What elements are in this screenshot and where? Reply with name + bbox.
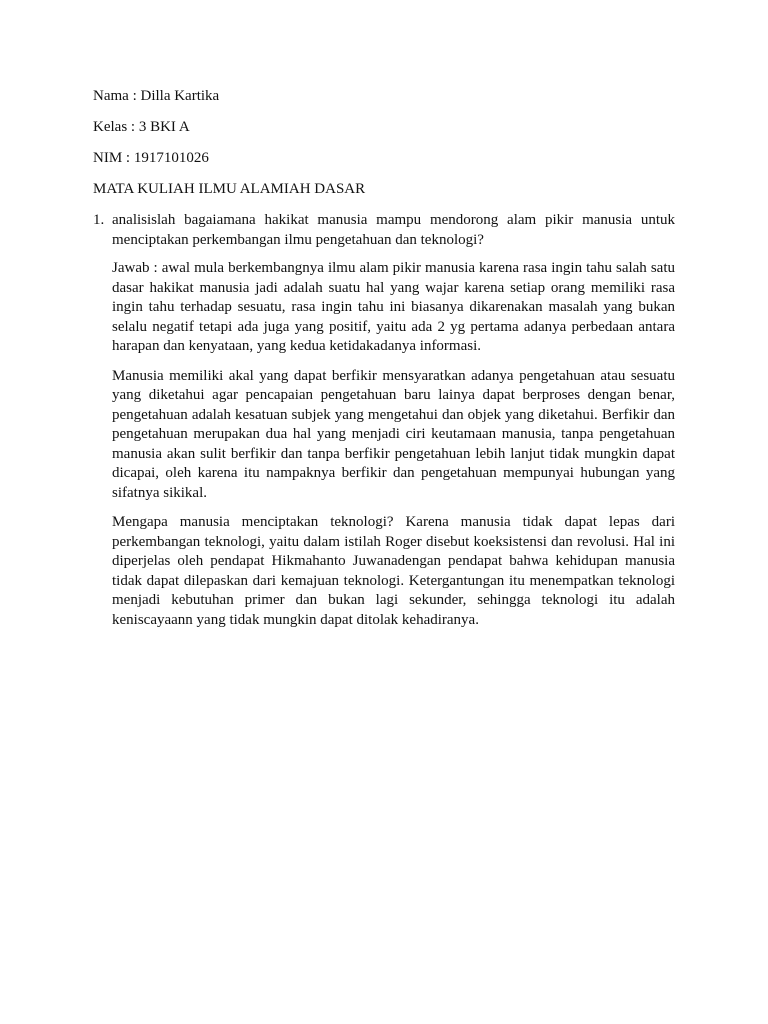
document-page <box>93 86 675 640</box>
course-title: MATA KULIAH ILMU ALAMIAH DASAR <box>93 181 366 197</box>
question-item <box>93 210 675 250</box>
answer-paragraph-1: Jawab : awal mula berkembangnya ilmu alam pikir manusia karena rasa ingin tahu salah satu dasar hakikat manusia jadi adalah suatu hal yang wajar karena setiap orang memiliki rasa ingin tahu terhadap sesuatu, rasa ingin tahu ini biasanya dikarenakan masalah yang bukan selalu negatif tetapi ada juga yang positif, yaitu ada 2 yg pertama adanya perbedaan antara harapan dan kenyataan, yang kedua ketidakadanya informasi. <box>112 260 675 354</box>
student-nim: NIM : 1917101026 <box>93 150 209 166</box>
question-text: analisislah bagaiamana hakikat manusia mampu mendorong alam pikir manusia untuk menciptakan perkembangan ilmu pengetahuan dan teknologi? <box>112 212 675 248</box>
question-number: 1. <box>93 212 105 228</box>
answer-paragraph-2: Manusia memiliki akal yang dapat berfikir mensyaratkan adanya pengetahuan atau sesuatu yang diketahui agar pencapaian pengetahuan baru lainya dapat berproses dengan benar, pengetahuan adalah kesatuan subjek yang mengetahui dan objek yang diketahui. Berfikir dan pengetahuan merupakan dua hal yang menjadi ciri keutamaan manusia, tanpa pengetahuan manusia akan sulit berfikir dan tanpa berfikir pengetahuan lebih lanjut tidak mungkin dapat dicapai, oleh karena itu nampaknya berfikir dan pengetahuan mempunyai hubungan yang sifatnya sikikal. <box>112 367 675 501</box>
answer-paragraph-3: Mengapa manusia menciptakan teknologi? Karena manusia tidak dapat lepas dari perkembangan teknologi, yaitu dalam istilah Roger disebut koeksistensi dan revolusi. Hal ini diperjelas oleh pendapat Hikmahanto Juwanadengan pendapat bahwa kehidupan manusia tidak dapat dilepaskan dari kemajuan teknologi. Ketergantungan itu menempatkan teknologi menjadi kebutuhan primer dan bukan lagi sekunder, sehingga teknologi itu adalah keniscayaann yang tidak mungkin dapat ditolak kehadiranya. <box>112 514 675 628</box>
student-class: Kelas : 3 BKI A <box>93 119 190 135</box>
student-name: Nama : Dilla Kartika <box>93 88 220 104</box>
